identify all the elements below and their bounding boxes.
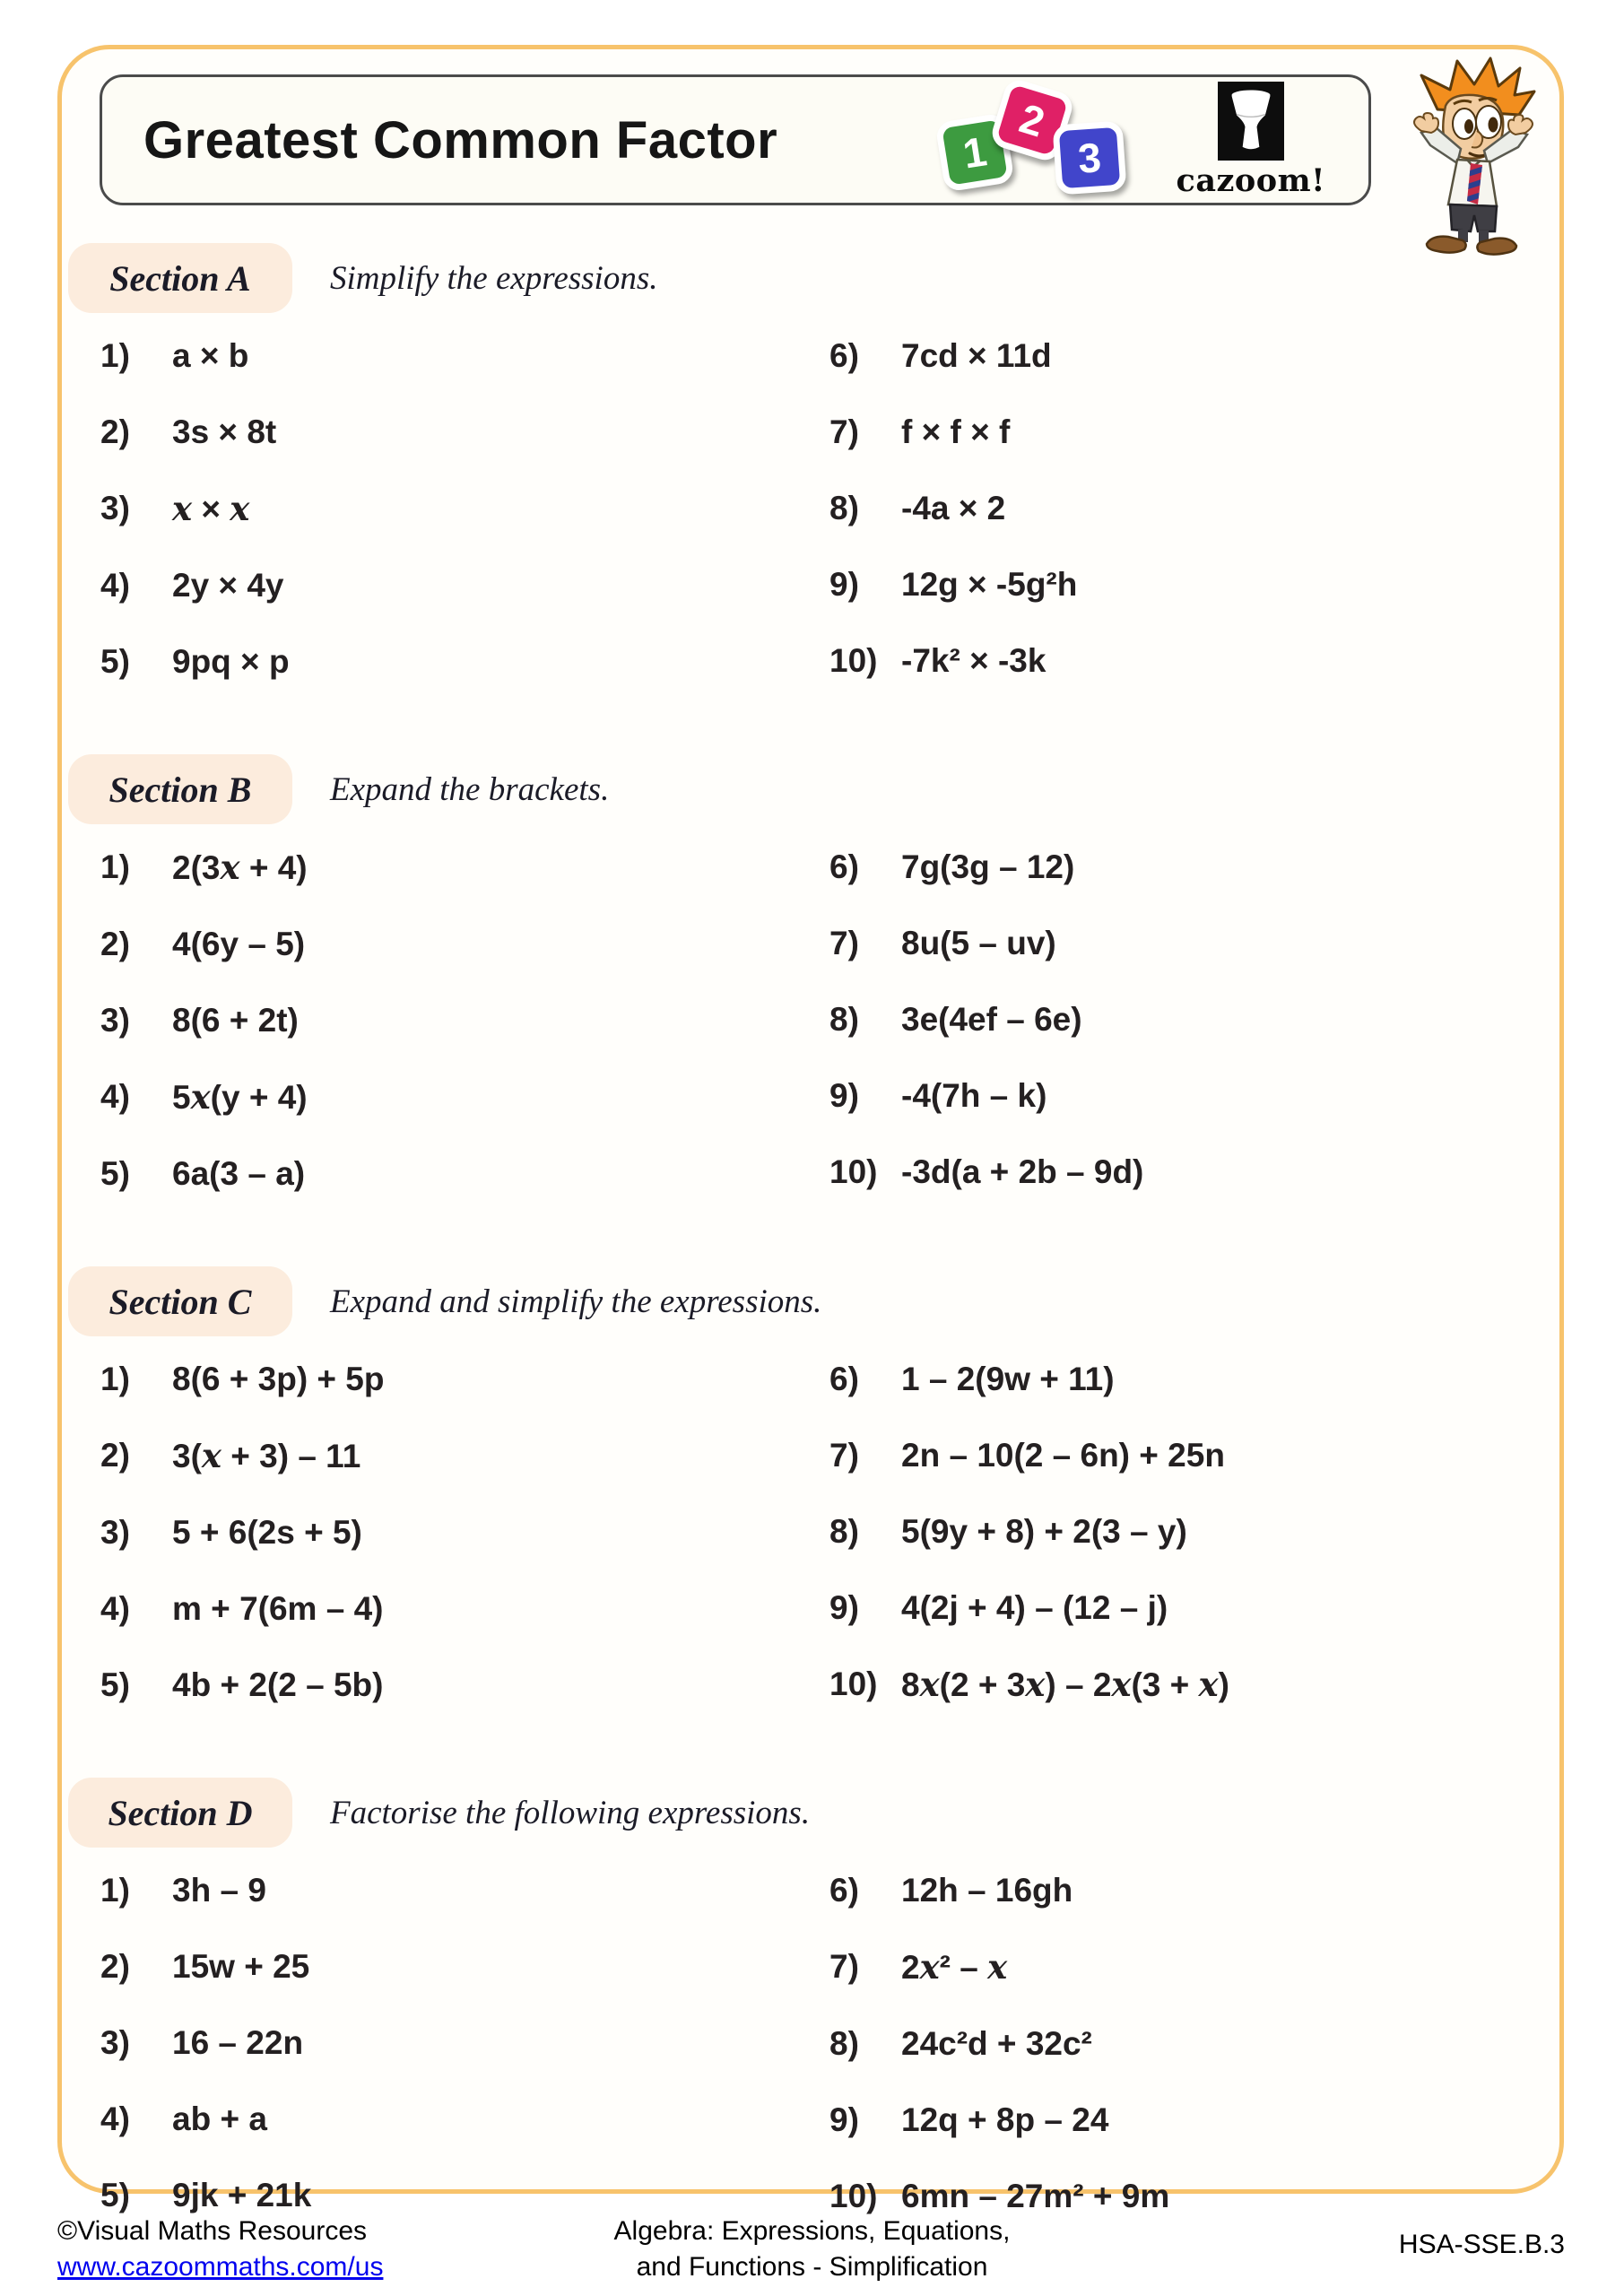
problem-number: 3) xyxy=(100,2024,130,2061)
problem-expression: 8u(5 – uv) xyxy=(901,925,1056,961)
page-title: Greatest Common Factor xyxy=(143,110,778,170)
problem-number: 4) xyxy=(100,2100,130,2137)
problem-row xyxy=(100,568,829,604)
section-label: Section C xyxy=(68,1266,292,1336)
problem-row xyxy=(829,2102,1559,2138)
problem-number: 2) xyxy=(100,926,130,962)
problem-number: 1) xyxy=(100,848,130,885)
section-instruction: Expand and simplify the expressions. xyxy=(330,1283,822,1320)
section-b-problems xyxy=(62,849,1559,1232)
mascot-character-illustration xyxy=(1382,53,1561,270)
problem-expression: 4(6y – 5) xyxy=(172,926,306,962)
problem-expression: 16 – 22n xyxy=(172,2024,304,2061)
footer-topic xyxy=(614,2213,1011,2285)
problem-row xyxy=(100,1079,829,1116)
problem-number: 7) xyxy=(829,1948,859,1985)
section-label: Section B xyxy=(68,754,292,824)
problem-expression: 6a(3 – a) xyxy=(172,1155,306,1192)
section-b xyxy=(62,754,1559,1232)
problem-row xyxy=(829,1514,1559,1550)
problem-expression: -7k² × -3k xyxy=(901,642,1046,679)
section-label: Section A xyxy=(68,243,292,313)
problem-expression: 2y × 4y xyxy=(172,567,284,604)
problem-expression: 8x(2 + 3x) – 2x(3 + x) xyxy=(901,1665,1229,1704)
problem-number: 2) xyxy=(100,413,130,450)
problem-expression: 15w + 25 xyxy=(172,1948,310,1985)
problem-expression: x × x xyxy=(172,489,250,528)
problem-row xyxy=(829,849,1559,885)
problem-column xyxy=(829,1361,1559,1744)
cazoom-website-link[interactable]: www.cazoommaths.com/us xyxy=(57,2252,384,2282)
problem-row xyxy=(100,338,829,374)
problem-number: 9) xyxy=(829,566,859,603)
problem-number: 3) xyxy=(100,1002,130,1039)
page-footer xyxy=(0,2208,1624,2296)
problem-row xyxy=(100,644,829,680)
problem-row xyxy=(829,1361,1559,1397)
problem-number: 5) xyxy=(100,1666,130,1703)
problem-expression: 12q + 8p – 24 xyxy=(901,2101,1109,2138)
problem-number: 2) xyxy=(100,1437,130,1474)
section-a-heading xyxy=(62,243,1559,313)
problem-expression: 8(6 + 2t) xyxy=(172,1002,299,1039)
cazoom-logo-cluster xyxy=(938,82,1325,199)
problem-number: 1) xyxy=(100,1361,130,1397)
problem-expression: a × b xyxy=(172,337,249,374)
problem-column xyxy=(829,849,1559,1232)
footer-topic-line2: and Functions - Simplification xyxy=(636,2252,988,2282)
problem-expression: 12h – 16gh xyxy=(901,1872,1073,1909)
problem-row xyxy=(100,2101,829,2137)
problem-row xyxy=(100,1873,829,1909)
number-tiles-icon xyxy=(938,83,1132,196)
problem-expression: 3e(4ef – 6e) xyxy=(901,1001,1082,1038)
problem-row xyxy=(829,1002,1559,1038)
section-label: Section D xyxy=(68,1778,292,1848)
problem-number: 10) xyxy=(829,642,878,679)
problem-row xyxy=(100,1515,829,1551)
problem-expression: 5 + 6(2s + 5) xyxy=(172,1514,362,1551)
problem-expression: 3s × 8t xyxy=(172,413,277,450)
problem-expression: 9pq × p xyxy=(172,643,290,680)
problem-expression: 6mn – 27m² + 9m xyxy=(901,2178,1170,2214)
problem-expression: 2n – 10(2 – 6n) + 25n xyxy=(901,1437,1225,1474)
footer-copyright: ©Visual Maths Resources xyxy=(57,2216,368,2246)
problem-expression: 7cd × 11d xyxy=(901,337,1052,374)
problem-expression: 5(9y + 8) + 2(3 – y) xyxy=(901,1513,1187,1550)
problem-row xyxy=(829,567,1559,603)
problem-row xyxy=(100,1591,829,1627)
header-box xyxy=(100,74,1371,205)
problem-expression: 5x(y + 4) xyxy=(172,1077,308,1117)
problem-expression: -3d(a + 2b – 9d) xyxy=(901,1153,1144,1190)
problem-number: 2) xyxy=(100,1948,130,1985)
section-d-problems xyxy=(62,1873,1559,2255)
section-d-heading xyxy=(62,1778,1559,1848)
problem-row xyxy=(100,491,829,527)
problem-row xyxy=(829,1590,1559,1626)
problem-number: 7) xyxy=(829,1437,859,1474)
section-b-heading xyxy=(62,754,1559,824)
problem-number: 5) xyxy=(100,643,130,680)
tile-3-icon: 3 xyxy=(1052,120,1126,195)
problem-row xyxy=(100,1667,829,1703)
footer-topic-line1: Algebra: Expressions, Equations, xyxy=(613,2216,1011,2246)
tile-2-icon: 2 xyxy=(988,76,1075,163)
problem-number: 4) xyxy=(100,567,130,604)
section-d xyxy=(62,1778,1559,2255)
problem-row xyxy=(100,2025,829,2061)
problem-number: 1) xyxy=(100,1872,130,1909)
problem-row xyxy=(829,338,1559,374)
problem-expression: 3h – 9 xyxy=(172,1872,266,1909)
problem-number: 6) xyxy=(829,337,859,374)
problem-expression: 12g × -5g²h xyxy=(901,566,1078,603)
section-instruction: Expand the brackets. xyxy=(330,770,610,808)
problem-expression: 9jk + 21k xyxy=(172,2177,312,2213)
problem-number: 6) xyxy=(829,1872,859,1909)
problem-number: 7) xyxy=(829,925,859,961)
problem-row xyxy=(829,1873,1559,1909)
problem-number: 3) xyxy=(100,1514,130,1551)
problem-number: 4) xyxy=(100,1078,130,1115)
problem-expression: -4(7h – k) xyxy=(901,1077,1047,1114)
problem-number: 1) xyxy=(100,337,130,374)
problem-expression: 7g(3g – 12) xyxy=(901,848,1075,885)
footer-standard-code: HSA-SSE.B.3 xyxy=(1398,2230,1565,2259)
worksheet-content xyxy=(62,243,1559,2289)
problem-row xyxy=(100,849,829,886)
problem-row xyxy=(829,1949,1559,1986)
problem-row xyxy=(100,414,829,450)
cazoom-brand-text: cazoom! xyxy=(1176,161,1325,199)
problem-column xyxy=(829,338,1559,720)
problem-expression: 8(6 + 3p) + 5p xyxy=(172,1361,385,1397)
problem-expression: m + 7(6m – 4) xyxy=(172,1590,384,1627)
problem-expression: f × f × f xyxy=(901,413,1011,450)
problem-row xyxy=(100,1003,829,1039)
problem-row xyxy=(829,643,1559,679)
worksheet-frame xyxy=(57,45,1564,2214)
problem-row xyxy=(100,1156,829,1192)
problem-number: 10) xyxy=(829,1153,878,1190)
problem-number: 6) xyxy=(829,848,859,885)
problem-column xyxy=(100,849,829,1232)
section-instruction: Simplify the expressions. xyxy=(330,259,658,297)
problem-row xyxy=(829,2026,1559,2062)
section-c-problems xyxy=(62,1361,1559,1744)
problem-number: 9) xyxy=(829,1589,859,1626)
problem-row xyxy=(829,414,1559,450)
problem-column xyxy=(100,1361,829,1744)
problem-number: 5) xyxy=(100,1155,130,1192)
problem-number: 10) xyxy=(829,2178,878,2214)
problem-row xyxy=(829,1078,1559,1114)
problem-number: 8) xyxy=(829,1513,859,1550)
drum-icon xyxy=(1218,82,1284,161)
problem-column xyxy=(100,1873,829,2255)
problem-number: 3) xyxy=(100,490,130,526)
problem-number: 9) xyxy=(829,1077,859,1114)
problem-expression: 4b + 2(2 – 5b) xyxy=(172,1666,384,1703)
problem-number: 7) xyxy=(829,413,859,450)
problem-number: 8) xyxy=(829,2025,859,2062)
problem-number: 10) xyxy=(829,1665,878,1702)
problem-row xyxy=(829,1438,1559,1474)
problem-expression: 2(3x + 4) xyxy=(172,848,308,887)
problem-row xyxy=(829,926,1559,961)
problem-number: 4) xyxy=(100,1590,130,1627)
problem-number: 9) xyxy=(829,2101,859,2138)
problem-row xyxy=(829,491,1559,526)
section-c-heading xyxy=(62,1266,1559,1336)
problem-row xyxy=(100,1438,829,1474)
problem-column xyxy=(100,338,829,720)
problem-row xyxy=(100,1361,829,1397)
problem-row xyxy=(100,1949,829,1985)
problem-number: 6) xyxy=(829,1361,859,1397)
section-a xyxy=(62,243,1559,720)
problem-expression: 3(x + 3) – 11 xyxy=(172,1436,361,1475)
problem-expression: 24c²d + 32c² xyxy=(901,2025,1092,2062)
problem-number: 8) xyxy=(829,490,859,526)
tile-1-icon: 1 xyxy=(934,112,1014,192)
problem-row xyxy=(829,1154,1559,1190)
cazoom-logo xyxy=(1177,82,1325,199)
footer-attribution xyxy=(57,2213,383,2285)
problem-number: 5) xyxy=(100,2177,130,2213)
problem-expression: 1 – 2(9w + 11) xyxy=(901,1361,1115,1397)
problem-column xyxy=(829,1873,1559,2255)
section-c xyxy=(62,1266,1559,1744)
problem-expression: 2x² – x xyxy=(901,1947,1008,1987)
problem-row xyxy=(829,1666,1559,1703)
problem-row xyxy=(100,926,829,962)
section-instruction: Factorise the following expressions. xyxy=(330,1794,811,1831)
section-a-problems xyxy=(62,338,1559,720)
problem-number: 8) xyxy=(829,1001,859,1038)
problem-expression: ab + a xyxy=(172,2100,267,2137)
problem-expression: 4(2j + 4) – (12 – j) xyxy=(901,1589,1168,1626)
problem-expression: -4a × 2 xyxy=(901,490,1006,526)
